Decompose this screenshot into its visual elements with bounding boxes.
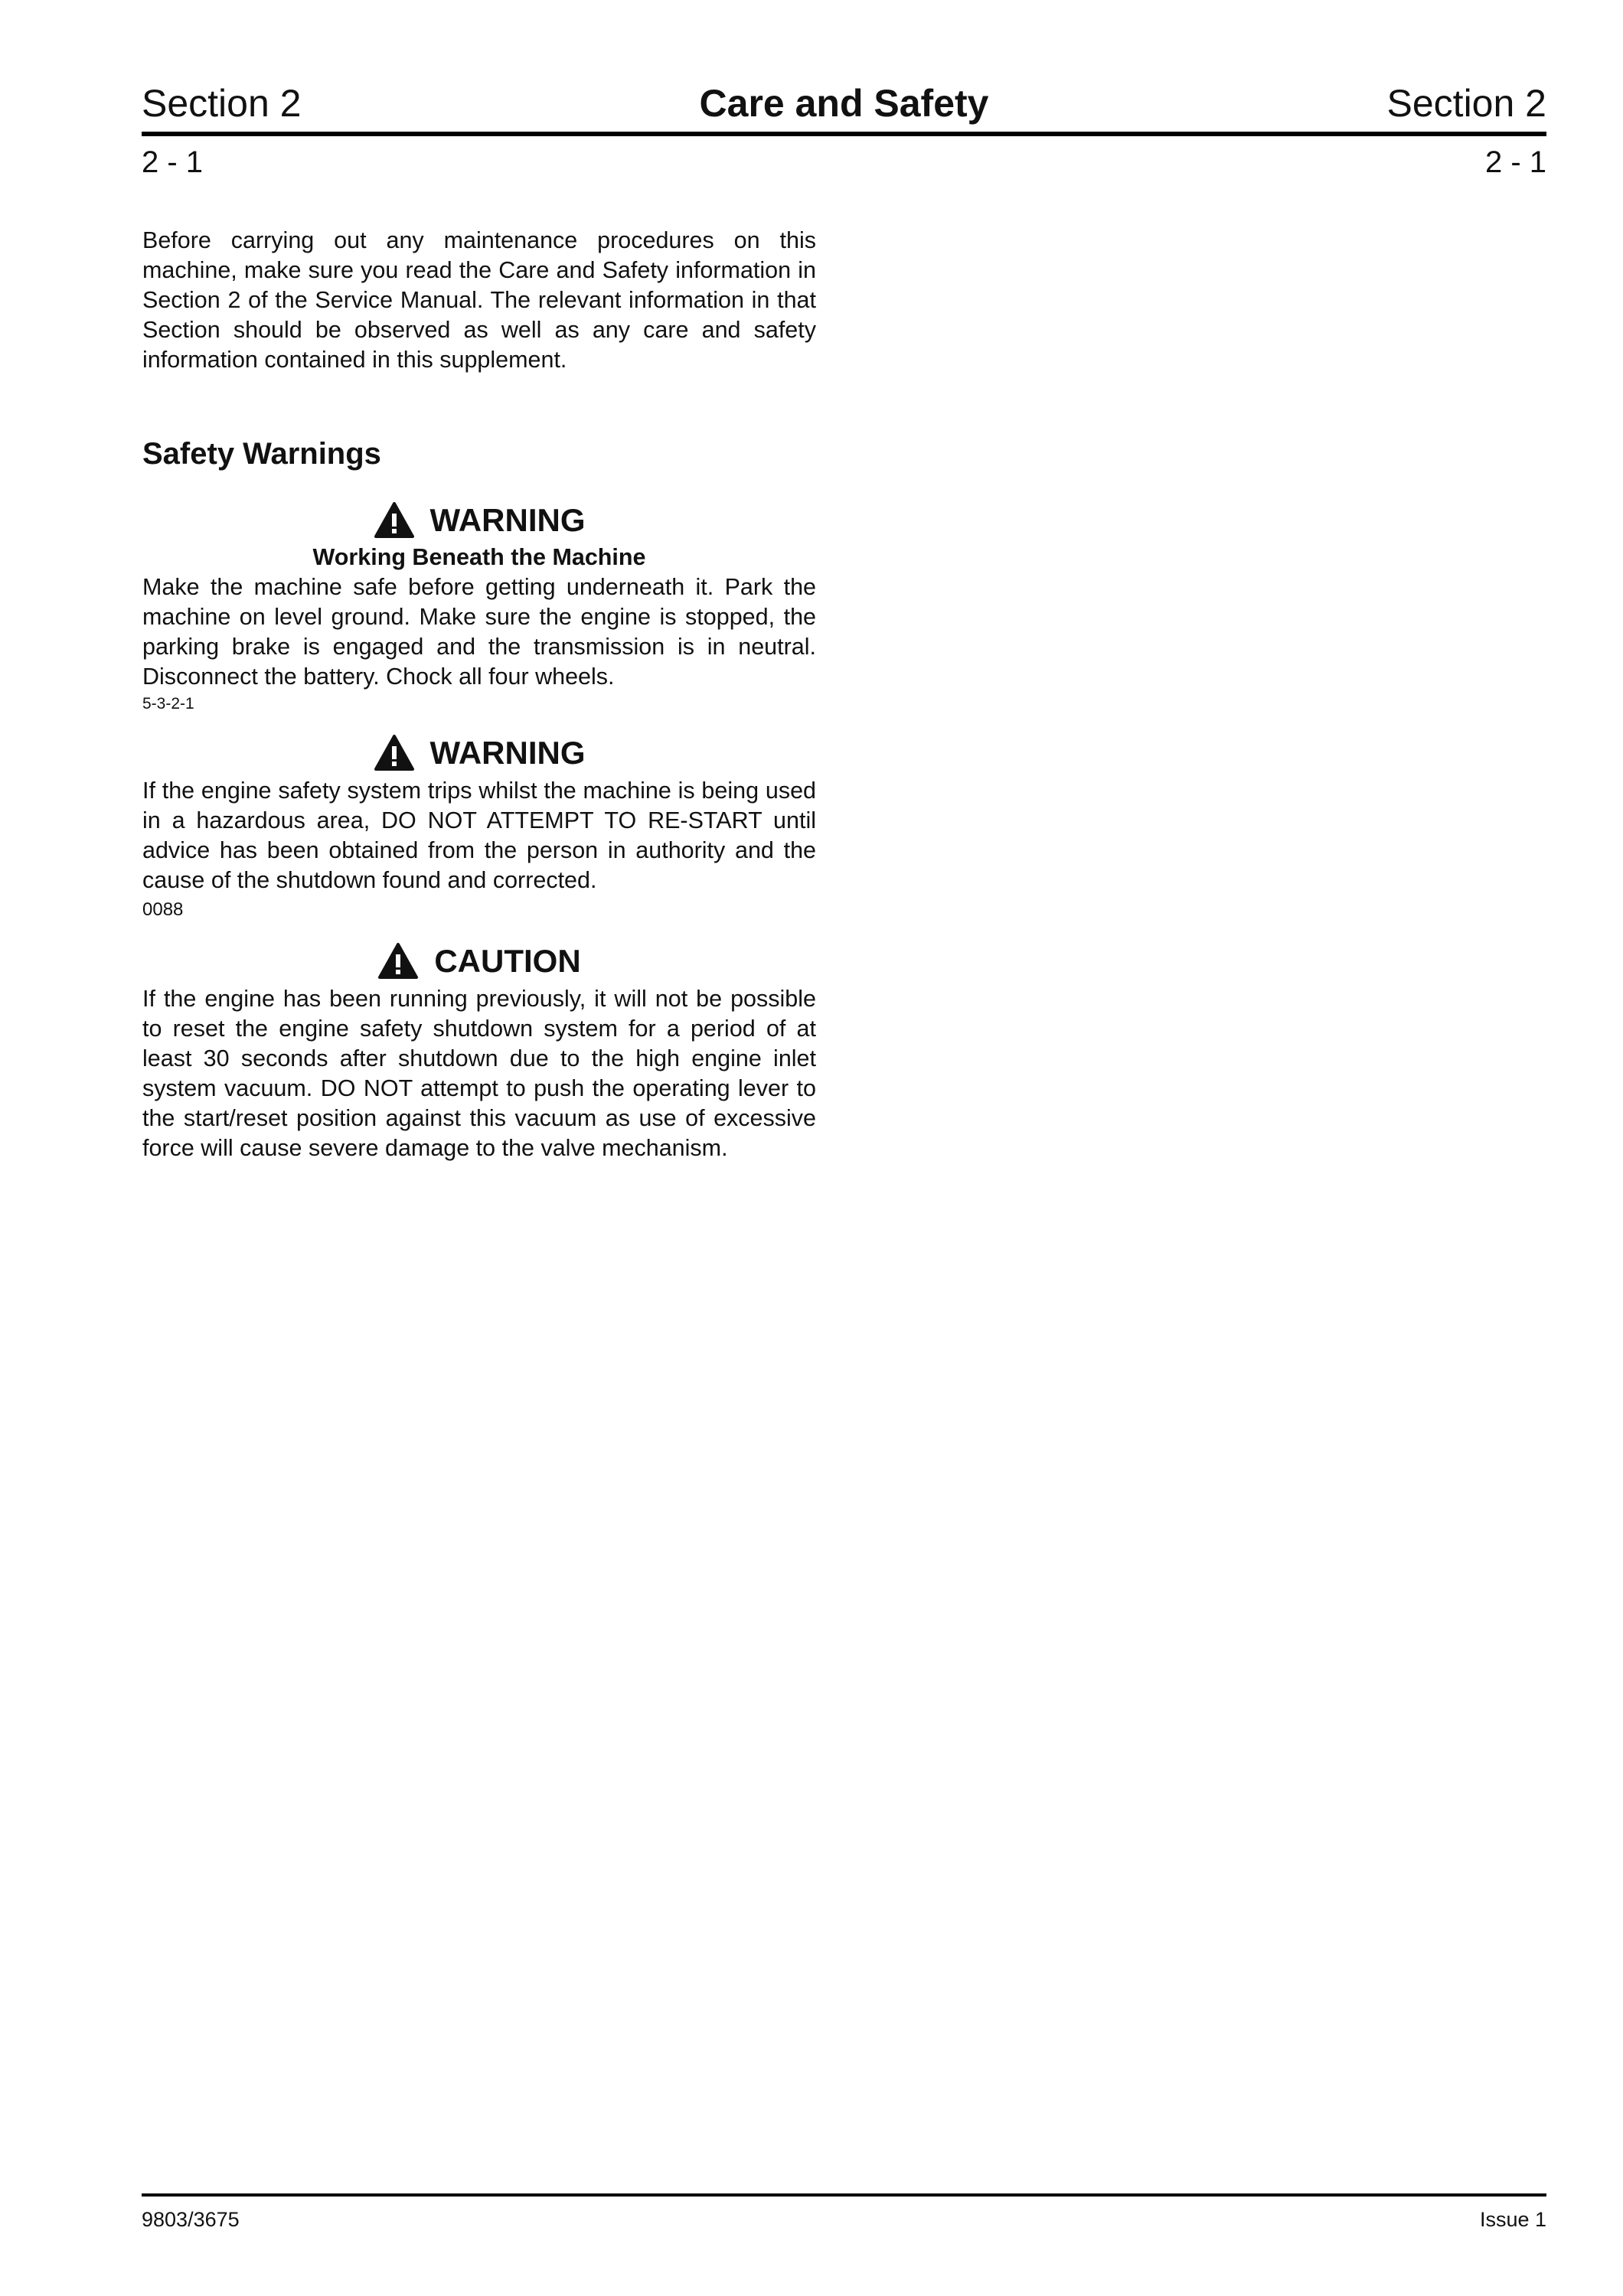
notice-heading <box>142 499 816 542</box>
document-number: 9803/3675 <box>142 2208 240 2231</box>
notice-reference: 0088 <box>142 899 184 920</box>
notice-label: WARNING <box>429 735 586 771</box>
warning-triangle-icon <box>374 501 415 540</box>
notice-text: If the engine safety system trips whilst the machine is being used in a hazardous area, DO NOT ATTEMPT TO RE-START until advice has been obtained from the person in authority and the cause of the shutdown found and corrected. <box>142 778 816 893</box>
notice-subtitle: Working Beneath the Machine <box>312 544 646 570</box>
notice-reference: 5-3-2-1 <box>142 695 194 713</box>
warning-triangle-icon <box>377 942 419 980</box>
notice-1 <box>142 499 816 715</box>
header-section-right: Section 2 <box>1386 82 1546 125</box>
issue-number: Issue 1 <box>1479 2208 1546 2231</box>
page-number-left: 2 - 1 <box>142 145 204 179</box>
page-header <box>142 77 1546 132</box>
warning-triangle-icon <box>374 734 415 772</box>
intro-paragraph: Before carrying out any maintenance procedures on this machine, make sure you read the Care and Safety information in Section 2 of the Service Manual. The relevant information in that Section should be observed as well as any care and safety information contained in this supplement. <box>142 227 816 373</box>
notice-text: Make the machine safe before getting underneath it. Park the machine on level ground. Make sure the engine is stopped, the parking brake is engaged and the transmission is in neutral. Disconnect the battery. Chock all four wheels. <box>142 574 816 690</box>
notice-heading <box>142 940 816 983</box>
page-number-row <box>142 142 1546 182</box>
header-title: Care and Safety <box>699 82 989 125</box>
section-title: Safety Warnings <box>142 437 381 471</box>
notice-heading <box>142 732 816 775</box>
notice-3 <box>142 940 816 1163</box>
notice-2 <box>142 732 816 923</box>
footer-rule <box>142 2193 1546 2197</box>
page-number-right: 2 - 1 <box>1484 145 1546 179</box>
notice-label: WARNING <box>429 502 586 538</box>
notice-text: If the engine has been running previously, it will not be possible to reset the engine safety shutdown system for a period of at least 30 seconds after shutdown due to the high engine inlet system vacuum. DO NOT attempt to push the operating lever to the start/reset position against this vacuum as use of excessive force will cause severe damage to the valve mechanism. <box>142 986 816 1161</box>
header-section-left: Section 2 <box>142 82 302 125</box>
notice-label: CAUTION <box>434 943 581 979</box>
content-column <box>142 226 816 1163</box>
header-rule <box>142 132 1546 136</box>
page-footer <box>142 2204 1546 2235</box>
